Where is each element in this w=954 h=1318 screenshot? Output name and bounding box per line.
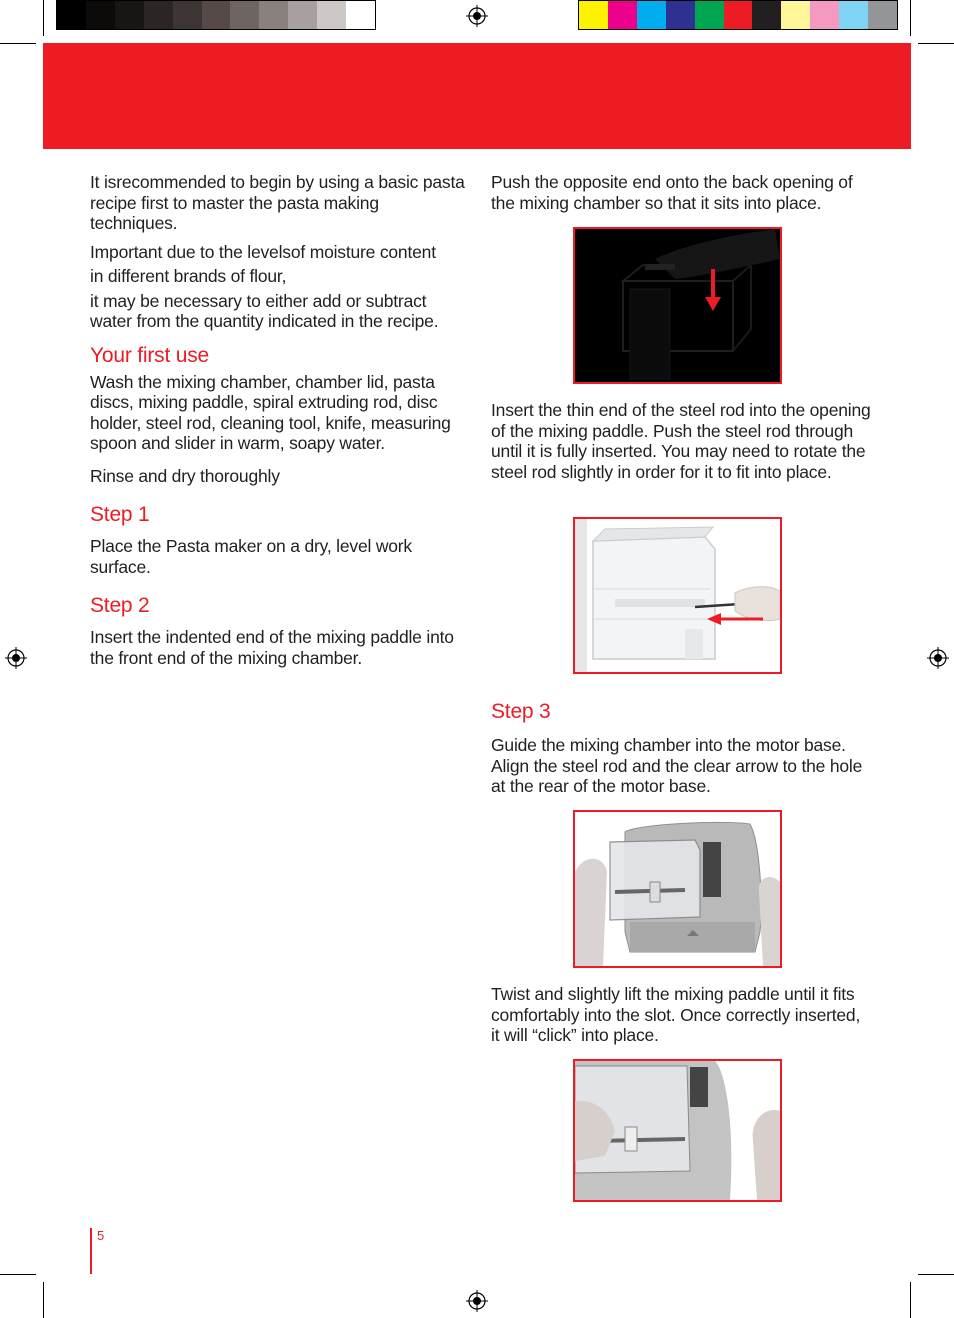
header-banner xyxy=(43,43,911,149)
first-use-paragraph: Wash the mixing chamber, chamber lid, pasta discs, mixing paddle, spiral extruding rod, disc holder, steel rod, cleaning tool, knife, measuring spoon and slider in warm, soapy water. xyxy=(90,371,451,453)
process-swatch xyxy=(839,1,868,29)
twist-instruction xyxy=(491,984,871,1046)
crop-mark xyxy=(0,43,36,44)
insert-rod-photo xyxy=(573,517,782,674)
grayscale-swatch xyxy=(259,1,288,29)
step3-text: Guide the mixing chamber into the motor base. Align the steel rod and the clear arrow to the hole at the rear of the motor base. xyxy=(491,735,863,796)
crop-mark xyxy=(910,0,911,36)
step3-section xyxy=(491,700,871,797)
crop-mark xyxy=(918,43,954,44)
process-swatch xyxy=(781,1,810,29)
step1-heading: Step 1 xyxy=(90,503,150,526)
step3-heading: Step 3 xyxy=(491,700,551,723)
grayscale-swatch xyxy=(317,1,346,29)
registration-mark-icon xyxy=(927,647,949,669)
process-swatch xyxy=(752,1,781,29)
page-number: 5 xyxy=(97,1228,105,1243)
process-swatch xyxy=(724,1,753,29)
push-paddle-photo xyxy=(573,227,782,384)
step2-heading: Step 2 xyxy=(90,594,150,617)
registration-mark-icon xyxy=(466,5,488,27)
moisture-note-line: in different brands of flour, xyxy=(90,266,287,286)
grayscale-swatch xyxy=(173,1,202,29)
registration-mark-icon xyxy=(466,1290,488,1312)
crop-mark xyxy=(910,1282,911,1318)
process-swatch xyxy=(810,1,839,29)
twist-paddle-photo xyxy=(573,1059,782,1202)
grayscale-swatch xyxy=(115,1,144,29)
process-swatch xyxy=(608,1,637,29)
insert-rod-instruction xyxy=(491,400,871,482)
registration-mark-icon xyxy=(5,647,27,669)
crop-mark xyxy=(43,0,44,36)
step2-text: Insert the indented end of the mixing paddle into the front end of the mixing chamber. xyxy=(90,627,454,668)
push-instruction xyxy=(491,172,871,213)
process-swatch xyxy=(695,1,724,29)
grayscale-swatch xyxy=(86,1,115,29)
grayscale-color-bar xyxy=(56,0,376,30)
process-color-bar xyxy=(578,0,898,30)
moisture-note-line: it may be necessary to either add or subtract water from the quantity indicated in the recipe. xyxy=(90,290,439,331)
grayscale-swatch xyxy=(202,1,231,29)
process-swatch xyxy=(666,1,695,29)
grayscale-swatch xyxy=(288,1,317,29)
process-swatch xyxy=(637,1,666,29)
crop-mark xyxy=(918,1274,954,1275)
moisture-note-line: Important due to the levelsof moisture content xyxy=(90,241,436,262)
push-text: Push the opposite end onto the back opening of the mixing chamber so that it sits into place. xyxy=(491,172,853,213)
twist-text: Twist and slightly lift the mixing paddle until it fits comfortably into the slot. Once correctly inserted, it will “click” into place. xyxy=(491,984,861,1045)
rinse-paragraph: Rinse and dry thoroughly xyxy=(90,465,280,486)
grayscale-swatch xyxy=(57,1,86,29)
crop-mark xyxy=(43,1282,44,1318)
crop-mark xyxy=(0,1274,36,1275)
insert-rod-text: Insert the thin end of the steel rod into the opening of the mixing paddle. Push the steel rod through until it is fully inserted. You may need to rotate the steel rod slightly in order for it to fit into place. xyxy=(491,400,871,482)
left-column xyxy=(90,172,465,668)
grayscale-swatch xyxy=(144,1,173,29)
step1-text: Place the Pasta maker on a dry, level work surface. xyxy=(90,536,412,577)
motor-base-photo xyxy=(573,810,782,968)
process-swatch xyxy=(868,1,897,29)
process-swatch xyxy=(579,1,608,29)
intro-paragraph: It isrecommended to begin by using a basic pasta recipe first to master the pasta making techniques. xyxy=(90,172,465,233)
first-use-heading: Your first use xyxy=(90,343,209,367)
grayscale-swatch xyxy=(346,1,375,29)
page-number-bar xyxy=(90,1228,92,1274)
grayscale-swatch xyxy=(230,1,259,29)
